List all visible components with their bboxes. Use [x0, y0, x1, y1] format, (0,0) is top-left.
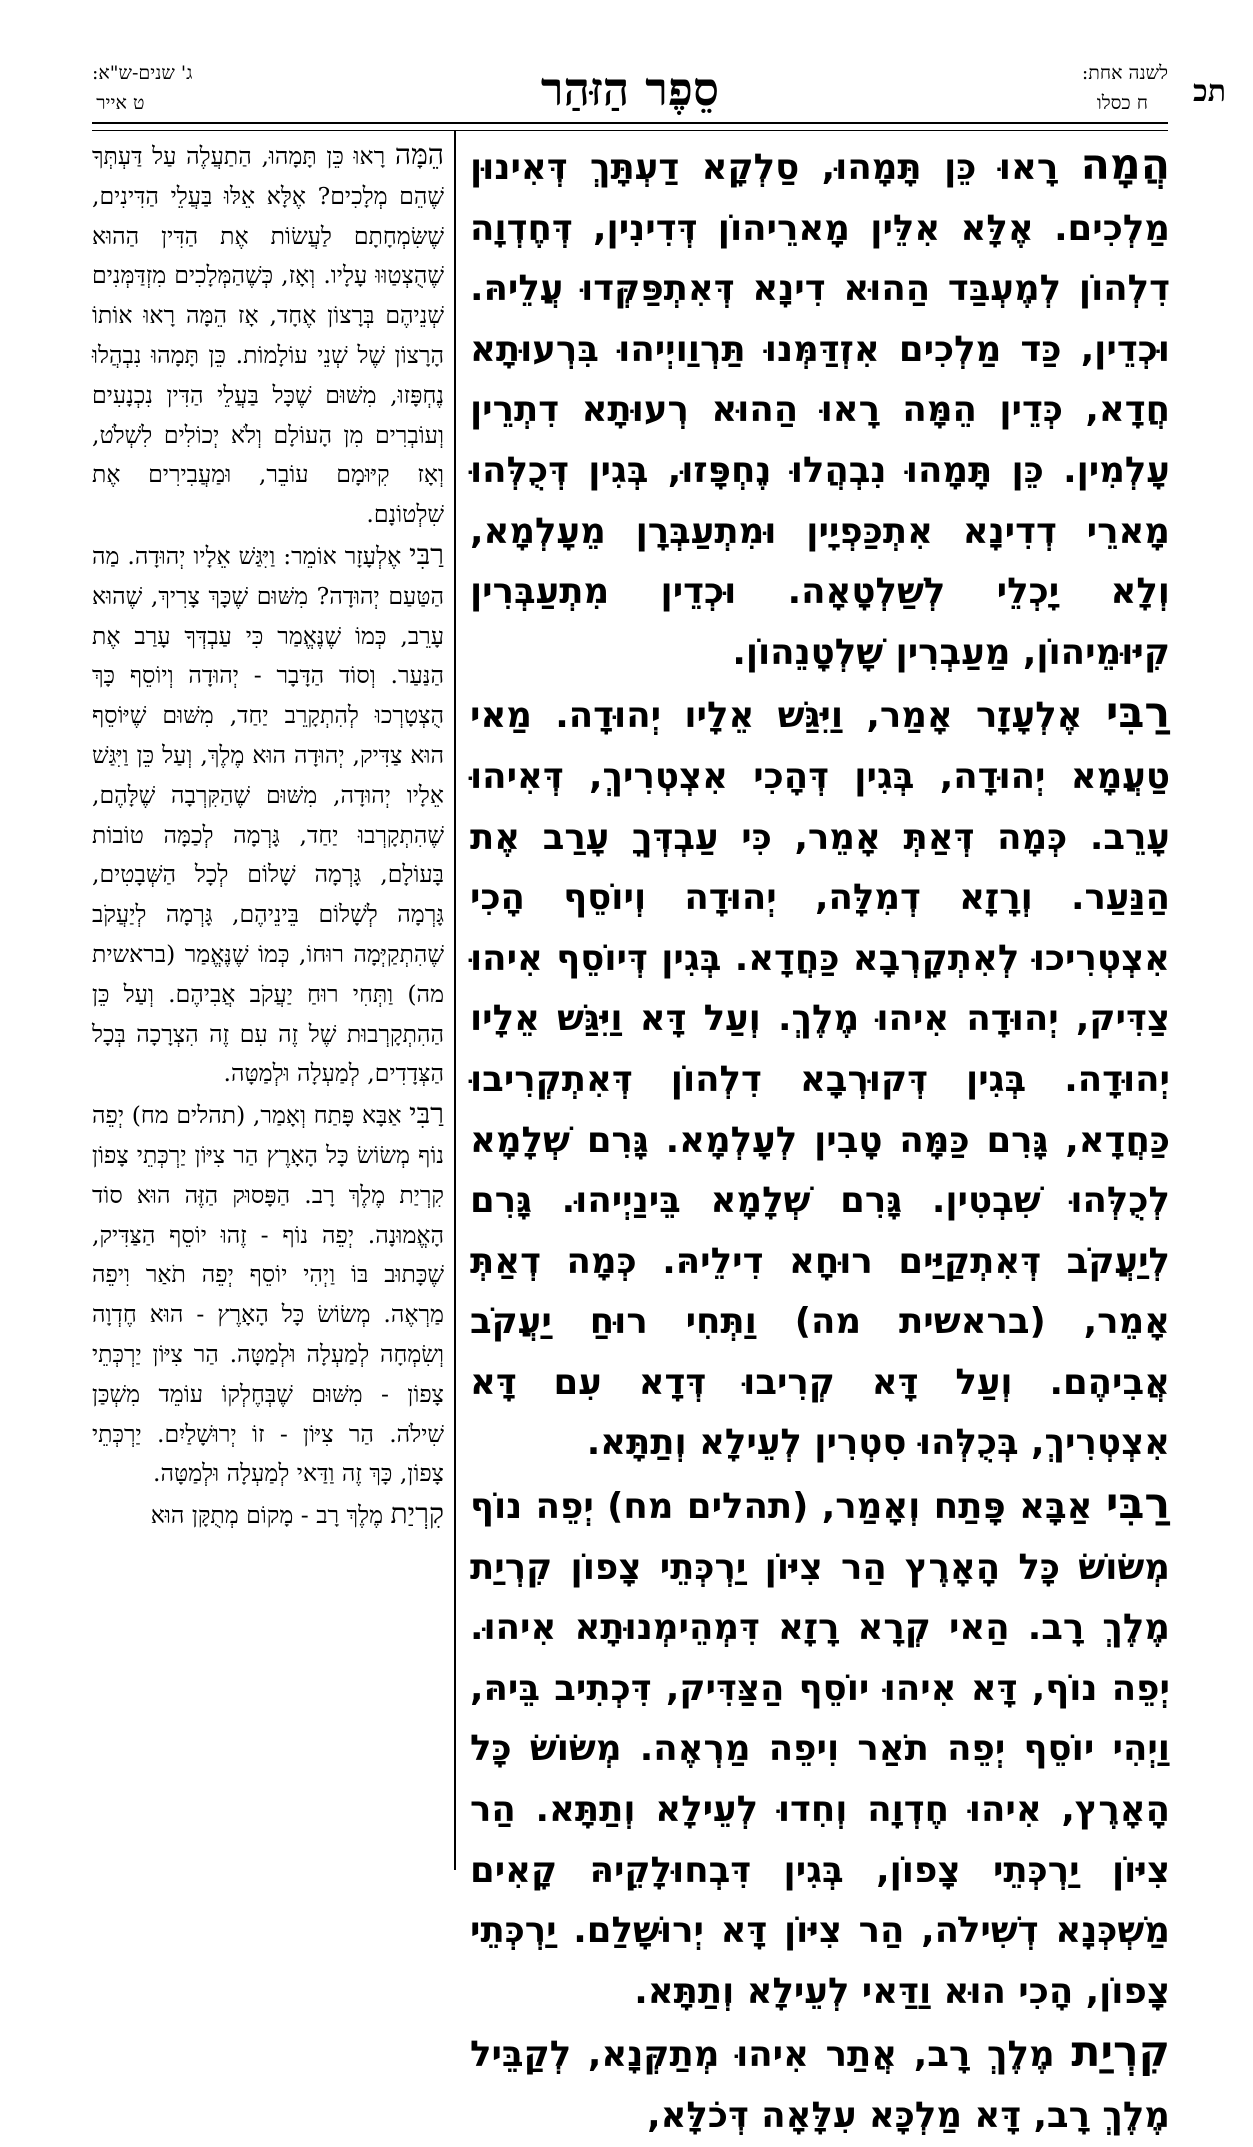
header-right-bottom: ח כסלו [1096, 92, 1148, 114]
main-paragraph-1 [470, 135, 1170, 683]
paragraph-text: מֶלֶךְ רָב - מָקוֹם מְתֻקָּן הוּא [150, 1501, 391, 1530]
side-paragraph-4 [92, 1494, 444, 1536]
page-header [92, 58, 1226, 128]
opening-word: רַבִּי [409, 537, 444, 571]
header-left-bottom: ט אייר [96, 92, 145, 114]
paragraph-text: מֶלֶךְ רָב, אֲתַר אִיהוּ מְתַקְּנָא, לְקַבֵּיל מֶלֶךְ רָב, דָּא מַלְכָּא עִלָּאָה דְּכֹלָּא, [470, 2034, 1170, 2136]
header-rule [92, 122, 1168, 131]
column-divider [454, 130, 456, 1870]
opening-word: רַבִּי [1105, 688, 1170, 739]
main-paragraph-4 [470, 2022, 1170, 2146]
main-paragraph-3 [470, 1474, 1170, 2022]
side-paragraph-1 [92, 135, 444, 535]
paragraph-text: אַבָּא פָּתַח וְאָמַר, (תהלים מח) יְפֵה נוֹף מְשׂוֹשׂ כָּל הָאָרֶץ הַר צִיּוֹן יַרְכְּתֵי צָפוֹן קִרְיַת מֶלֶךְ רָב. הַאי קְרָא רָזָא דִּמְהֵימְנוּתָא אִיהוּ. יְפֵה נוֹף, דָּא אִיהוּ יוֹסֵף הַצַּדִּיק, דִּכְתִיב בֵּיהּ, וַיְהִי יוֹסֵף יְפֵה תֹאַר וִיפֵה מַרְאֶה. מְשׂוֹשׂ כָּל הָאָרֶץ, אִיהוּ חֶדְוָה וְחִדוּ לְעֵילָא וְתַתָּא. הַר צִיּוֹן יַרְכְּתֵי צָפוֹן, בְּגִין דִּבְחוּלָקֵיהּ קָאִים מַשְׁכְּנָא דְשִׁילֹה, הַר צִיּוֹן דָּא יְרוּשָׁלַם. יַרְכְּתֵי צָפוֹן, הָכִי הוּא וַדַּאי לְעֵילָא וְתַתָּא. [470, 1486, 1170, 2012]
paragraph-text: אֶלְעָזָר אָמַר, וַיִּגַּשׁ אֵלָיו יְהוּדָה. מַאי טַעֲמָא יְהוּדָה, בְּגִין דְּהָכִי אִצְטְרִיךְ, דְּאִיהוּ עָרֵב. כְּמָה דְּאַתְּ אָמֵר, כִּי עַבְדְּךָ עָרַב אֶת הַנַּעַר. וְרָזָא דְמִלָּה, יְהוּדָה וְיוֹסֵף הָכִי אִצְטְרִיכוּ לְאִתְקָרְבָא כַּחֲדָא. בְּגִין דְּיוֹסֵף אִיהוּ צַדִּיק, יְהוּדָה אִיהוּ מֶלֶךְ. וְעַל דָּא וַיִּגַּשׁ אֵלָיו יְהוּדָה. בְּגִין דְּקוּרְבָא דִלְהוֹן דְּאִתְקְרִיבוּ כַּחֲדָא, גָּרִם כַּמָּה טָבִין לְעָלְמָא. גָּרִם שְׁלָמָא לְכֻלְּהוּ שִׁבְטִין. גָּרִם שְׁלָמָא בֵּינַיְיהוּ. גָּרִם לְיַעֲקֹב דְּאִתְקַיַּים רוּחָא דִילֵיהּ. כְּמָה דְאַתְּ אָמֵר, (בראשית מה) וַתְּחִי רוּחַ יַעֲקֹב אֲבִיהֶם. וְעַל דָּא קְרִיבוּ דְּדָא עִם דָּא אִצְטְרִיךְ, בְּכֻלְּהוּ סִטְרִין לְעֵילָא וְתַתָּא. [470, 695, 1170, 1464]
aramaic-text-column [470, 135, 1170, 2136]
book-title: סֵפֶר הַזּהַר [540, 62, 720, 116]
page-number: תכ [1193, 74, 1226, 109]
side-paragraph-3 [92, 1094, 444, 1494]
paragraph-text: אֶלְעָזָר אוֹמֵר: וַיִּגַּשׁ אֵלָיו יְהוּדָה. מַה הַטַּעַם יְהוּדָה? מִשּׁוּם שֶׁכָּךְ צָרִיךְ, שֶׁהוּא עָרֵב, כְּמוֹ שֶׁנֶּאֱמַר כִּי עַבְדְּךָ עָרַב אֶת הַנַּעַר. וְסוֹד הַדָּבָר - יְהוּדָה וְיוֹסֵף כָּךְ הֻצְטָרְכוּ לְהִתְקָרֵב יַחַד, מִשּׁוּם שֶׁיּוֹסֵף הוּא צַדִּיק, יְהוּדָה הוּא מֶלֶךְ, וְעַל כֵּן וַיִּגַּשׁ אֵלָיו יְהוּדָה, מִשּׁוּם שֶׁהַקִּרְבָה שֶׁלָּהֶם, שֶׁהִתְקָרְבוּ יַחַד, גָּרְמָה לְכַמָּה טוֹבוֹת בָּעוֹלָם, גָּרְמָה שָׁלוֹם לְכָל הַשְּׁבָטִים, גָּרְמָה לְשָׁלוֹם בֵּינֵיהֶם, גָּרְמָה לְיַעֲקֹב שֶׁהִתְקַיְּמָה רוּחוֹ, כְּמוֹ שֶׁנֶּאֱמַר (בראשית מה) וַתְּחִי רוּחַ יַעֲקֹב אֲבִיהֶם. וְעַל כֵּן הַהִתְקָרְבוּת שֶׁל זֶה עִם זֶה הִצְרָכָה בְּכָל הַצְּדָדִים, לְמַעְלָה וּלְמַטָּה. [92, 541, 444, 1088]
opening-word: רַבִּי [409, 1097, 444, 1131]
header-right-top: לשנה אחת: [1081, 62, 1168, 84]
opening-word: הֵמָּה [394, 138, 444, 171]
paragraph-text: רָאוּ כֵּן תָּמָהוּ, סַלְקָא דַעְתָּךְ דְּאִינוּן מַלְכִים. אֶלָּא אִלֵּין מָארֵיהוֹן דְּדִינִין, דְּחֶדְוָה דִלְהוֹן לְמֶעְבַּד הַהוּא דִינָא דְּאִתְפַּקְּדוּ עֲלֵיהּ. וּכְדֵין, כַּד מַלְכִים אִזְדַּמְּנוּ תַּרְוַויְיהוּ בִּרְעוּתָא חֲדָא, כְּדֵין הֵמָּה רָאוּ הַהוּא רְעוּתָא דִתְרֵין עָלְמִין. כֵּן תָּמָהוּ נִבְהֲלוּ נֶחְפָּזוּ, בְּגִין דְּכֻלְּהוּ מָארֵי דְדִינָא אִתְכַּפְיָין וּמִתְעַבְּרָן מֵעָלְמָא, וְלָא יָכְלֵי לְשַׁלְטָאָה. וּכְדֵין מִתְעַבְּרִין קִיּוּמֵיהוֹן, מַעַבְרִין שָׁלְטָנֵהוֹן. [470, 147, 1170, 673]
hebrew-translation-column [92, 135, 444, 1875]
paragraph-text: אַבָּא פָּתַח וְאָמַר, (תהלים מח) יְפֵה נוֹף מְשׂוֹשׂ כָּל הָאָרֶץ הַר צִיּוֹן יַרְכְּתֵי צָפוֹן קִרְיַת מֶלֶךְ רָב. הַפָּסוּק הַזֶּה הוּא סוֹד הָאֱמוּנָה. יְפֵה נוֹף - זֶהוּ יוֹסֵף הַצַּדִּיק, שֶׁכָּתוּב בּוֹ וַיְהִי יוֹסֵף יְפֵה תֹאַר וִיפֵה מַרְאֶה. מְשׂוֹשׂ כָּל הָאָרֶץ - הוּא חֶדְוָה וְשִׂמְחָה לְמַעְלָה וּלְמַטָּה. הַר צִיּוֹן יַרְכְּתֵי צָפוֹן - מִשּׁוּם שֶׁבְּחֶלְקוֹ עוֹמֵד מִשְׁכַּן שִׁילֹה. הַר צִיּוֹן - זוֹ יְרוּשָׁלַיִם. יַרְכְּתֵי צָפוֹן, כָּךְ זֶה וַדַּאי לְמַעְלָה וּלְמַטָּה. [92, 1101, 444, 1488]
paragraph-text: רָאוּ כֵּן תָּמָהוּ, הַתַעֲלֶה עַל דַּעְתְּךָ שֶׁהֵם מְלָכִים? אֶלָּא אֵלּוּ בַּעֲלֵי הַדִּינִים, שֶׁשִּׂמְחָתָם לַעֲשׂוֹת אֶת הַדִּין הַהוּא שֶׁהֻצְטַוּוּ עָלָיו. וְאָז, כְּשֶׁהַמְּלָכִים מִזְדַּמְּנִים שְׁנֵיהֶם בְּרָצוֹן אֶחָד, אָז הֵמָּה רָאוּ אוֹתוֹ הָרָצוֹן שֶׁל שְׁנֵי עוֹלָמוֹת. כֵּן תָּמָהוּ נִבְהֲלוּ נֶחְפָּזוּ, מִשּׁוּם שֶׁכָּל בַּעֲלֵי הַדִּין נִכְנָעִים וְעוֹבְרִים מִן הָעוֹלָם וְלֹא יְכוֹלִים לִשְׁלֹט, וְאָז קִיּוּמָם עוֹבֵר, וּמַעֲבִירִים אֶת שִׁלְטוֹנָם. [92, 142, 444, 529]
side-paragraph-2 [92, 535, 444, 1094]
header-right-info [868, 58, 1168, 118]
opening-word: הֲמָה [1080, 140, 1170, 190]
opening-word: קִרְיַת [1071, 2027, 1170, 2078]
header-left-top: ג' שנים-ש"א: [92, 62, 193, 84]
opening-word: קִרְיַת [390, 1497, 444, 1531]
main-paragraph-2 [470, 683, 1170, 1474]
opening-word: רַבִּי [1105, 1479, 1170, 1530]
